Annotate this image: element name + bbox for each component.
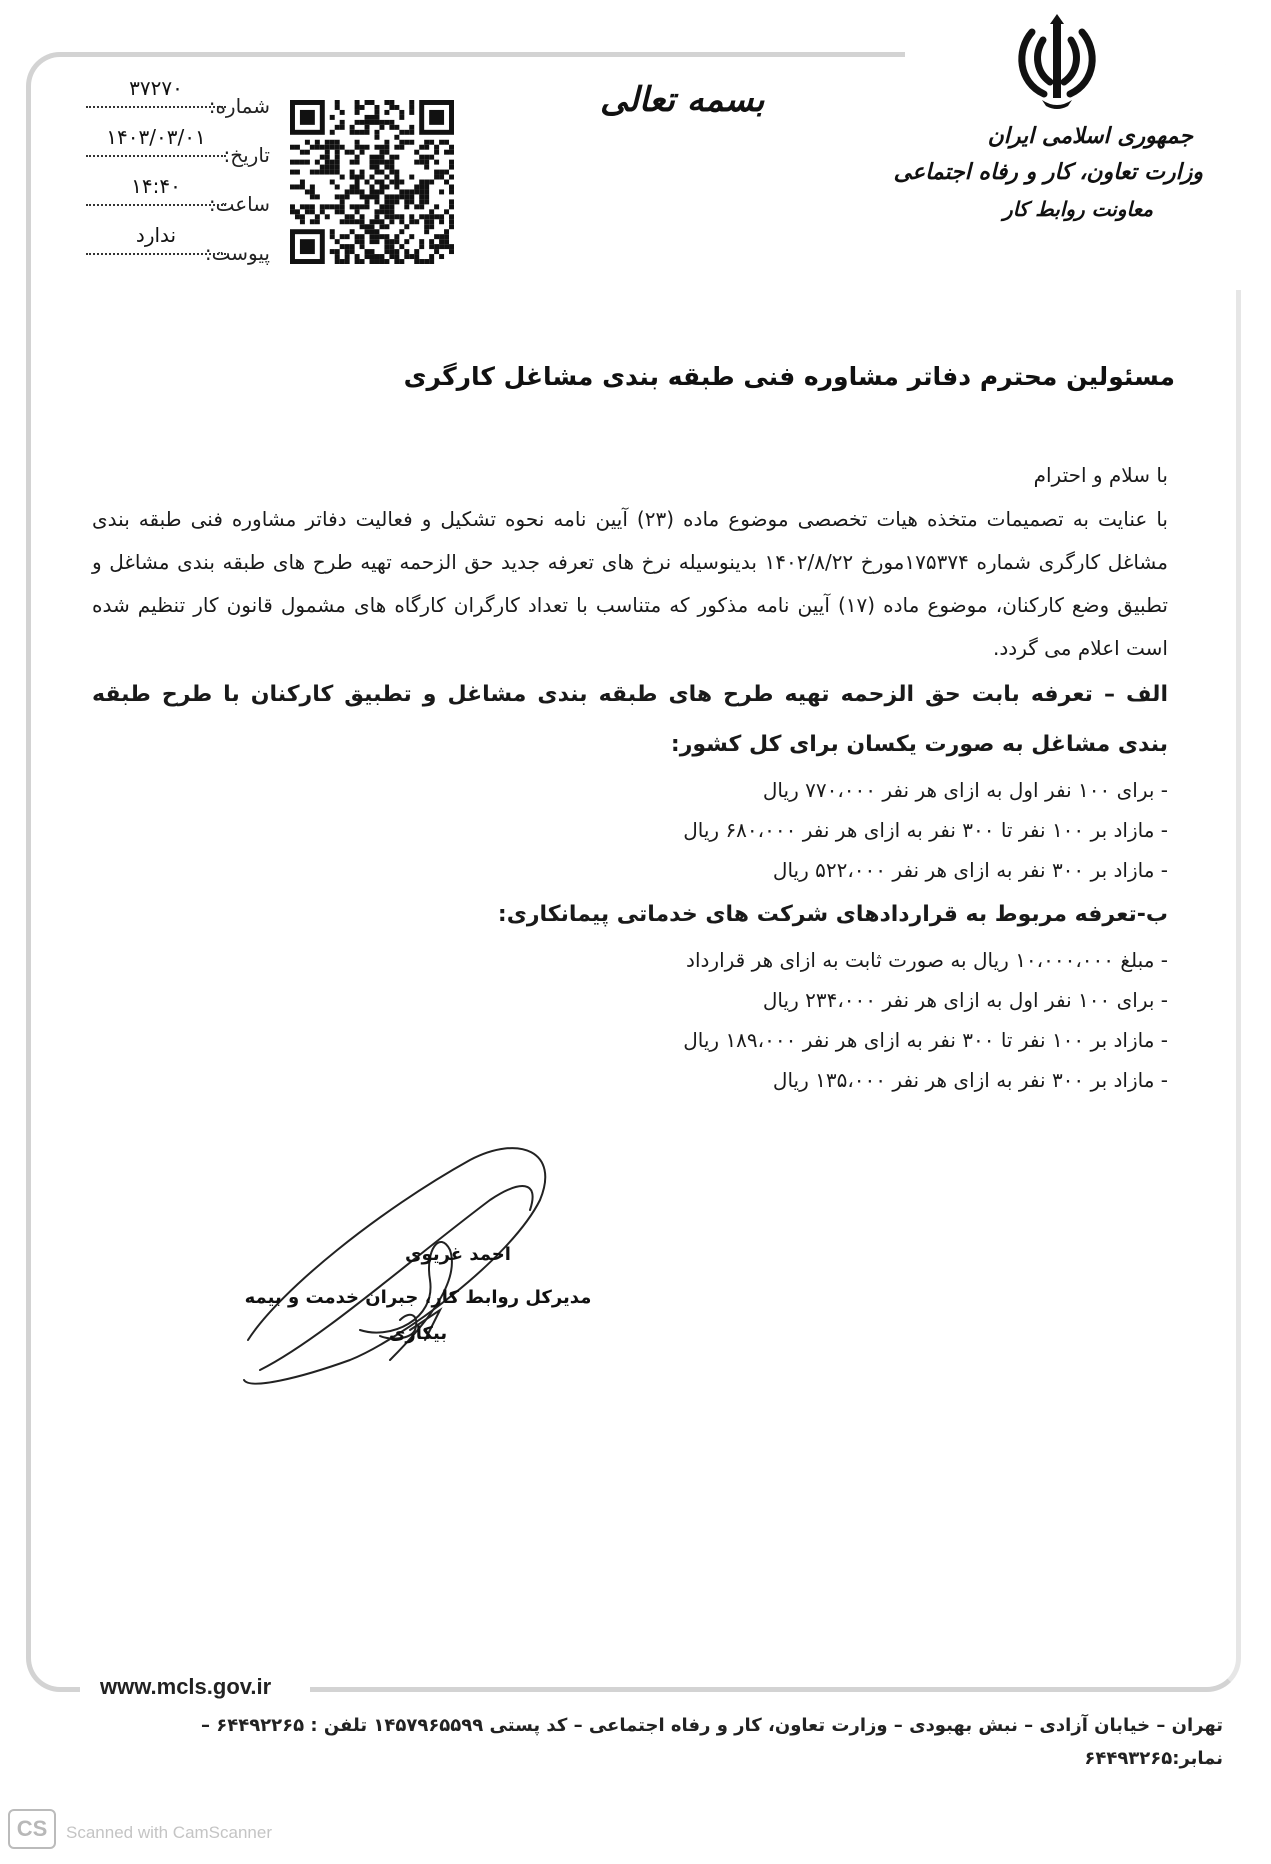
camscanner-logo-icon: CS <box>8 1809 56 1849</box>
dotted-line <box>86 204 226 206</box>
meta-time-row <box>80 174 270 223</box>
intro-paragraph: با عنایت به تصمیمات متخذه هیات تخصصی موضوع ماده (۲۳) آیین نامه نحوه تشکیل و فعالیت دفاتر مشاوره فنی طبقه بندی مشاغل کارگری شماره ۱۷۵۳۷۴مورخ ۱۴۰۲/۸/۲۲ بدینوسیله نرخ های تعرفه جدید حق الزحمه تهیه طرح های طبقه بندی مشاغل و تطبیق وضع کارکنان، موضوع ماده (۱۷) آیین نامه مذکور که متناسب با تعداد کارگران کارگاه های مشمول قانون کار تنظیم شده است اعلام می گردد. <box>92 507 1169 660</box>
camscanner-watermark: Scanned with CamScanner <box>66 1823 273 1842</box>
attachment-label: پیوست: <box>204 241 270 265</box>
website-link[interactable]: www.mcls.gov.ir <box>100 1674 272 1699</box>
dotted-line <box>86 155 226 157</box>
letter-attachment: ندارد <box>135 223 177 247</box>
tariff-item: - برای ۱۰۰ نفر اول به ازای هر نفر ۲۳۴،۰۰۰ ریال <box>762 988 1168 1012</box>
meta-date-row <box>80 125 270 174</box>
ministry-line-2: وزارت تعاون، کار و رفاه اجتماعی <box>893 159 1203 185</box>
iran-emblem-icon <box>1012 14 1102 110</box>
basmala: بسمه تعالی <box>600 80 765 120</box>
tariff-item: - مازاد بر ۳۰۰ نفر به ازای هر نفر ۱۳۵،۰۰۰ ریال <box>772 1068 1168 1092</box>
signer-name: احمد غریوی <box>405 1244 511 1265</box>
letter-recipient: مسئولین محترم دفاتر مشاوره فنی طبقه بندی مشاغل کارگری <box>403 362 1175 391</box>
signer-block <box>240 1240 596 1352</box>
meta-number-row <box>80 76 270 125</box>
letter-meta <box>80 76 270 272</box>
date-label: تاریخ: <box>223 143 270 167</box>
footer-address: تهران – خیابان آزادی – نبش بهبودی – وزارت تعاون، کار و رفاه اجتماعی – کد پستی ۱۴۵۷۹۶۵۵۹۹ تلفن : ۶۴۴۹۲۲۶۵ – <box>200 1715 1223 1736</box>
footer-fax: نمابر:۶۴۴۹۳۲۶۵ <box>1084 1748 1223 1769</box>
section-b-title: ب-تعرفه مربوط به قراردادهای شرکت های خدماتی پیمانکاری: <box>497 902 1168 927</box>
ministry-line-3: معاونت روابط کار <box>1003 197 1153 221</box>
tariff-item: - مازاد بر ۱۰۰ نفر تا ۳۰۰ نفر به ازای هر نفر ۱۸۹،۰۰۰ ریال <box>683 1028 1168 1052</box>
dotted-line <box>86 253 226 255</box>
tariff-item: - مبلغ ۱۰،۰۰۰،۰۰۰ ریال به صورت ثابت به ازای هر قرارداد <box>686 948 1168 972</box>
tariff-item: - مازاد بر ۱۰۰ نفر تا ۳۰۰ نفر به ازای هر نفر ۶۸۰،۰۰۰ ریال <box>683 818 1168 842</box>
tariff-item: - برای ۱۰۰ نفر اول به ازای هر نفر ۷۷۰،۰۰۰ ریال <box>762 778 1168 802</box>
time-label: ساعت: <box>208 192 270 216</box>
qr-code <box>290 98 454 266</box>
letter-time: ۱۴:۴۰ <box>131 174 181 198</box>
section-a-title: الف – تعرفه بابت حق الزحمه تهیه طرح های طبقه بندی مشاغل و تطبیق کارکنان با طرح طبقه بندی مشاغل به صورت یکسان برای کل کشور: <box>92 682 1168 757</box>
number-label: شماره: <box>208 94 270 118</box>
ministry-header <box>893 118 1203 228</box>
letter-body <box>92 452 1168 1100</box>
letter-number: ۳۷۲۷۰ <box>129 76 183 100</box>
letter-date: ۱۴۰۳/۰۳/۰۱ <box>106 125 206 149</box>
tariff-item: - مازاد بر ۳۰۰ نفر به ازای هر نفر ۵۲۲،۰۰۰ ریال <box>772 858 1168 882</box>
signer-title: مدیرکل روابط کار، جبران خدمت و بیمه بیکاری <box>244 1287 592 1344</box>
meta-attachment-row <box>80 223 270 272</box>
dotted-line <box>86 106 226 108</box>
greeting: با سلام و احترام <box>1033 463 1168 487</box>
border-gap <box>1226 60 1246 290</box>
ministry-line-1: جمهوری اسلامی ایران <box>987 123 1193 149</box>
